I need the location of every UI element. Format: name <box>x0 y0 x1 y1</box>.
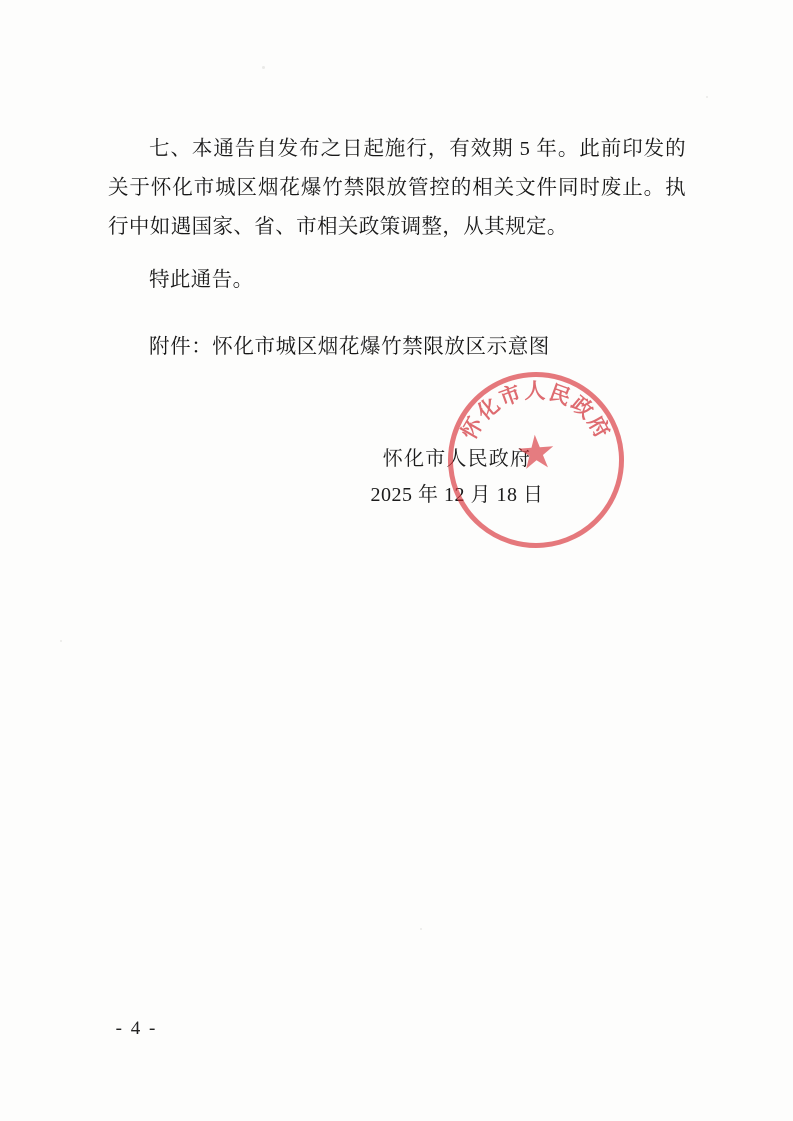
paper-speck <box>60 640 62 642</box>
paper-speck <box>262 66 265 69</box>
signature-issuer: 怀化市人民政府 <box>382 448 532 470</box>
document-body <box>108 130 686 367</box>
paper-speck <box>420 928 422 930</box>
paragraph-clause-7: 七、本通告自发布之日起施行，有效期 5 年。此前印发的关于怀化市城区烟花爆竹禁限放管控的相关文件同时废止。执行中如遇国家、省、市相关政策调整，从其规定。 <box>108 138 686 238</box>
signature-date: 2025 年 12 月 18 日 <box>370 484 544 506</box>
page-number: - 4 - <box>115 1018 158 1039</box>
svg-text:怀化市人民政府 <box>456 379 615 444</box>
paragraph-gap <box>108 249 686 261</box>
paragraph-closing: 特此通告。 <box>149 269 254 291</box>
signature-block <box>108 440 686 512</box>
seal-top-text: 怀化市人民政府 <box>456 379 616 444</box>
paper-speck <box>706 96 708 98</box>
seal-star-icon: ★ <box>513 425 559 480</box>
attachment-line: 附件：怀化市城区烟花爆竹禁限放区示意图 <box>149 336 550 358</box>
